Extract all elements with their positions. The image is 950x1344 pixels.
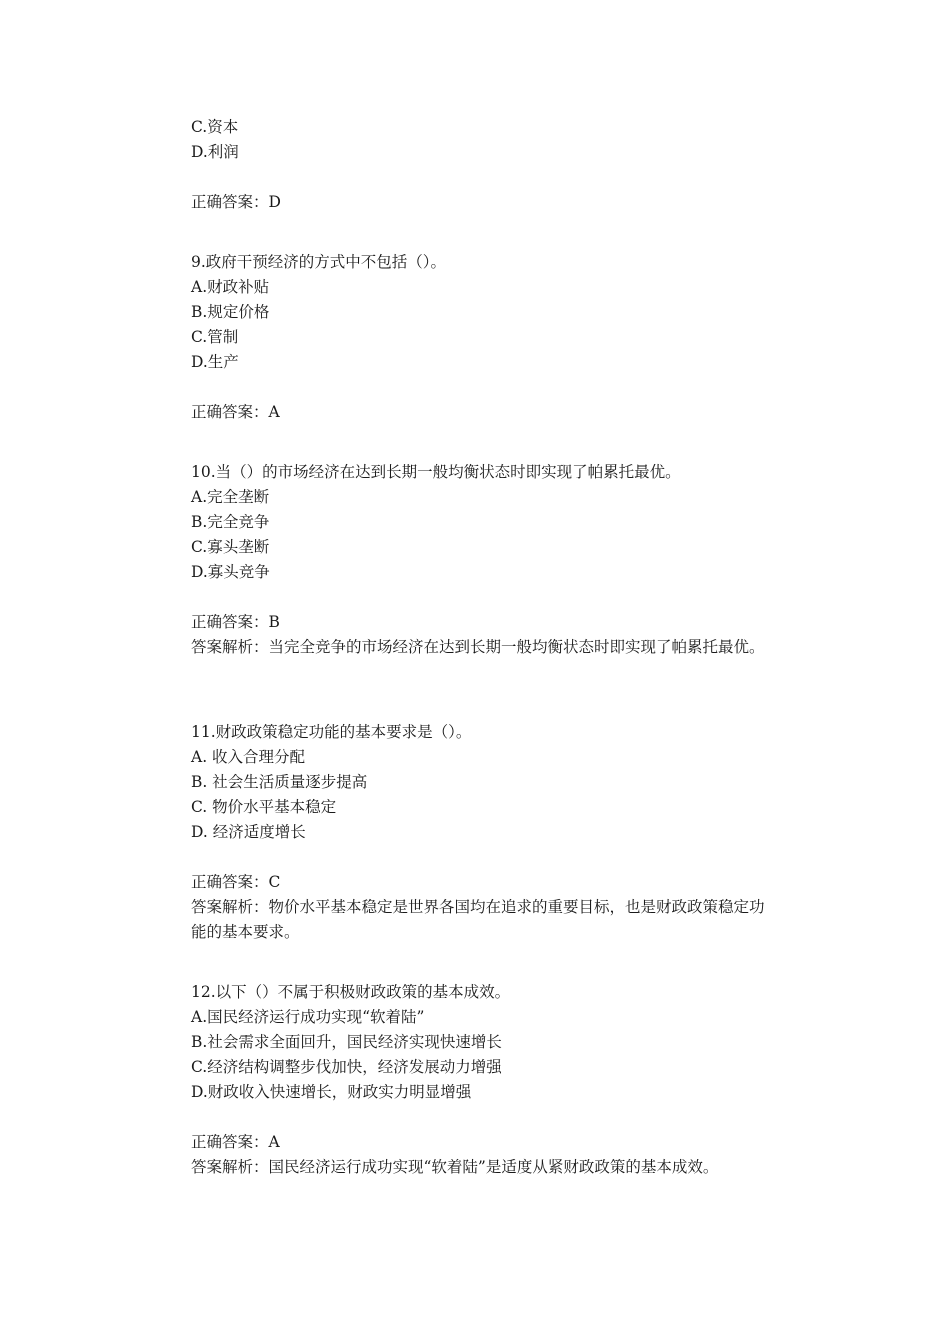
q9-option-a: A.财政补贴 [191,278,270,296]
q12-answer: 正确答案：A [191,1133,280,1151]
q11-answer: 正确答案：C [191,873,281,891]
q9-option-c: C.管制 [191,328,239,346]
q11-option-b: B. 社会生活质量逐步提高 [191,773,368,791]
q10-option-c: C.寡头垄断 [191,538,270,556]
q8-option-c: C.资本 [191,118,239,136]
q11-explanation: 答案解析：物价水平基本稳定是世界各国均在追求的重要目标，也是财政政策稳定功能的基本要求。 [191,898,765,941]
q9-question: 9.政府干预经济的方式中不包括（）。 [191,253,447,271]
q8-option-d: D.利润 [191,143,239,161]
q10-answer: 正确答案：B [191,613,280,631]
q12-option-a: A.国民经济运行成功实现“软着陆” [191,1008,425,1026]
q12-option-d: D.财政收入快速增长，财政实力明显增强 [191,1083,472,1101]
q11-option-c: C. 物价水平基本稳定 [191,798,337,816]
q11-option-a: A. 收入合理分配 [191,748,306,766]
q9-option-b: B.规定价格 [191,303,270,321]
q10-option-a: A.完全垄断 [191,488,270,506]
q10-explanation: 答案解析：当完全竞争的市场经济在达到长期一般均衡状态时即实现了帕累托最优。 [191,638,765,656]
q8-answer: 正确答案：D [191,193,281,211]
q12-option-c: C.经济结构调整步伐加快，经济发展动力增强 [191,1058,502,1076]
q12-question: 12.以下（）不属于积极财政政策的基本成效。 [191,983,511,1001]
q12-explanation: 答案解析：国民经济运行成功实现“软着陆”是适度从紧财政政策的基本成效。 [191,1158,719,1176]
q10-option-b: B.完全竞争 [191,513,270,531]
q9-option-d: D.生产 [191,353,239,371]
q11-question: 11.财政政策稳定功能的基本要求是（）。 [191,723,472,741]
q10-option-d: D.寡头竞争 [191,563,270,581]
q11-option-d: D. 经济适度增长 [191,823,306,841]
q10-question: 10.当（）的市场经济在达到长期一般均衡状态时即实现了帕累托最优。 [191,463,681,481]
q9-answer: 正确答案：A [191,403,280,421]
q12-option-b: B.社会需求全面回升，国民经济实现快速增长 [191,1033,502,1051]
